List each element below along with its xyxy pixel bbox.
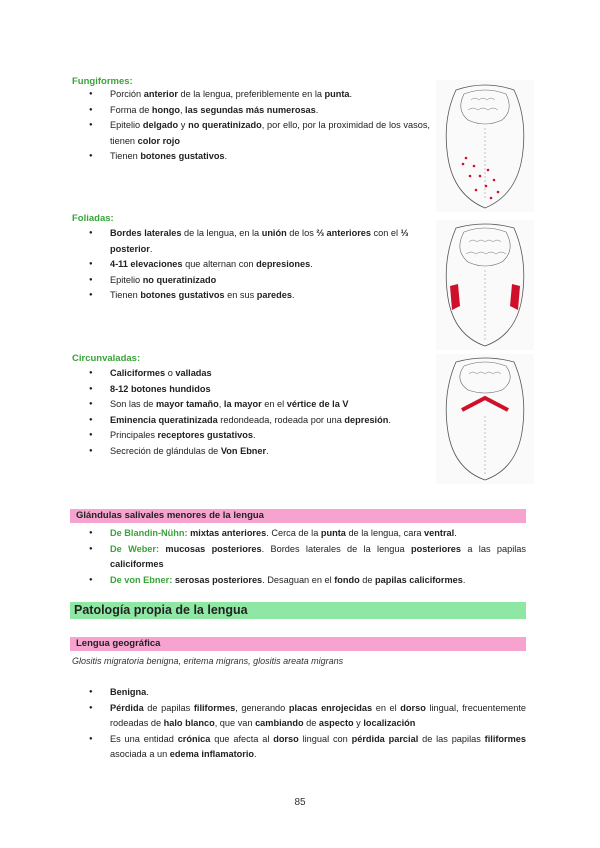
emphasis-text: 4-11 elevaciones (110, 259, 183, 269)
list-item: ● De Weber: mucosas posteriores. Bordes laterales de la lengua posteriores a las papilas caliciformes (72, 542, 526, 573)
tongue-figure-circunvaladas (436, 354, 534, 484)
emphasis-text: las segundas más numerosas (185, 104, 316, 115)
emphasis-text: Caliciformes (110, 368, 166, 378)
emphasis-text: unión (261, 228, 287, 238)
emphasis-text: serosas posteriores (174, 574, 263, 585)
list-item: ● Caliciformes o valladas (72, 366, 430, 382)
emphasis-text: Benigna (110, 687, 147, 697)
emphasis-text: dorso (400, 702, 426, 713)
patologia-heading: Patología propia de la lengua (70, 602, 526, 619)
emphasis-text: Bordes laterales (110, 228, 182, 238)
foliadas-heading: Foliadas: (72, 213, 114, 224)
emphasis-text: la mayor (223, 399, 262, 409)
circunvaladas-list (72, 366, 430, 459)
emphasis-text: dorso (273, 733, 299, 744)
list-item: ● Tienen botones gustativos en sus paredes. (72, 288, 430, 304)
emphasis-text: Eminencia queratinizada (110, 414, 218, 425)
list-item: ● Son las de mayor tamaño, la mayor en el vértice de la V (72, 397, 430, 413)
emphasis-text: botones gustativos (140, 151, 225, 161)
geografica-heading: Lengua geográfica (70, 637, 526, 651)
emphasis-text: punta (324, 89, 350, 99)
emphasis-text: crónica (177, 733, 211, 744)
emphasis-text: color rojo (137, 135, 180, 146)
list-item: ● Porción anterior de la lengua, preferiblemente en la punta. (72, 87, 430, 103)
emphasis-text: botones gustativos (140, 290, 225, 300)
emphasis-text: pérdida parcial (351, 733, 419, 744)
list-item: ● Eminencia queratinizada redondeada, rodeada por una depresión. (72, 413, 430, 429)
emphasis-text: localización (363, 718, 416, 728)
list-item: ● Epitelio no queratinizado (72, 273, 430, 289)
glandulas-list (72, 526, 526, 588)
list-item: ● Principales receptores gustativos. (72, 428, 430, 444)
emphasis-text: punta (320, 528, 346, 538)
geografica-list (72, 685, 526, 763)
emphasis-text: 8-12 botones hundidos (110, 383, 211, 394)
emphasis-text: halo blanco (163, 718, 215, 728)
emphasis-text: caliciformes (110, 559, 164, 569)
emphasis-text: paredes (256, 290, 292, 300)
emphasis-text: delgado (142, 120, 179, 130)
emphasis-text: mayor tamaño (155, 399, 219, 409)
geografica-subtitle: Glositis migratoria benigna, eritema migrans, glositis areata migrans (72, 656, 344, 666)
list-item: ● Tienen botones gustativos. (72, 149, 430, 165)
foliadas-list (72, 226, 430, 304)
emphasis-text: papilas caliciformes (375, 574, 463, 585)
emphasis-text: mixtas anteriores (190, 528, 267, 538)
emphasis-text: mucosas posteriores (165, 543, 262, 554)
emphasis-text: hongo (151, 104, 180, 115)
emphasis-text: depresión (344, 414, 389, 425)
list-item: ● Epitelio delgado y no queratinizado, por ello, por la proximidad de los vasos, tienen color rojo (72, 118, 430, 149)
emphasis-text: ventral (424, 528, 455, 538)
emphasis-text: filiformes (193, 702, 236, 713)
emphasis-text: receptores gustativos (157, 430, 253, 440)
list-item (72, 382, 430, 398)
glandulas-heading: Glándulas salivales menores de la lengua (70, 509, 526, 523)
list-item: ● Secreción de glándulas de Von Ebner. (72, 444, 430, 460)
fungiformes-heading: Fungiformes: (72, 76, 133, 87)
emphasis-text: posteriores (410, 543, 462, 554)
emphasis-text: no queratinizado (142, 274, 217, 285)
emphasis-text: Pérdida (110, 702, 144, 713)
fungiformes-list (72, 87, 430, 165)
emphasis-text: De Blandin-Nühn: (110, 528, 188, 538)
emphasis-text: aspecto (318, 718, 354, 728)
tongue-figure-foliadas (436, 220, 534, 350)
list-item: ● De von Ebner: serosas posteriores. Desaguan en el fondo de papilas caliciformes. (72, 573, 526, 589)
emphasis-text: ⅓ posterior (110, 228, 409, 254)
emphasis-text: no queratinizado (188, 120, 262, 130)
emphasis-text: depresiones (256, 259, 311, 269)
emphasis-text: valladas (175, 368, 212, 378)
emphasis-text: vértice de la V (286, 399, 349, 409)
list-item: ● De Blandin-Nühn: mixtas anteriores. Cerca de la punta de la lengua, cara ventral. (72, 526, 526, 542)
list-item: ● Benigna. (72, 685, 526, 701)
tongue-figure-fungiformes (436, 80, 534, 212)
emphasis-text: filiformes (484, 733, 527, 744)
list-item: ● Pérdida de papilas filiformes, generando placas enrojecidas en el dorso lingual, frecuentemente rodeadas de halo blanco, que van cambiando de aspecto y localización (72, 701, 526, 732)
emphasis-text: anterior (143, 89, 178, 99)
emphasis-text: edema inflamatorio (169, 749, 255, 759)
emphasis-text: De von Ebner: (110, 574, 173, 585)
list-item: ● Bordes laterales de la lengua, en la unión de los ⅔ anteriores con el ⅓ posterior. (72, 226, 430, 257)
emphasis-text: fondo (334, 574, 360, 585)
emphasis-text: Von Ebner (220, 445, 267, 456)
emphasis-text: cambiando (255, 718, 304, 728)
emphasis-text: ⅔ anteriores (316, 228, 371, 238)
list-item: ● 4-11 elevaciones que alternan con depresiones. (72, 257, 430, 273)
emphasis-text: De Weber: (110, 543, 160, 554)
page-number: 85 (294, 797, 306, 808)
emphasis-text: placas enrojecidas (288, 702, 373, 713)
circunvaladas-heading: Circunvaladas: (72, 353, 141, 364)
list-item: ● Forma de hongo, las segundas más numerosas. (72, 103, 430, 119)
list-item: ● Es una entidad crónica que afecta al dorso lingual con pérdida parcial de las papilas filiformes asociada a un edema inflamatorio. (72, 732, 526, 763)
